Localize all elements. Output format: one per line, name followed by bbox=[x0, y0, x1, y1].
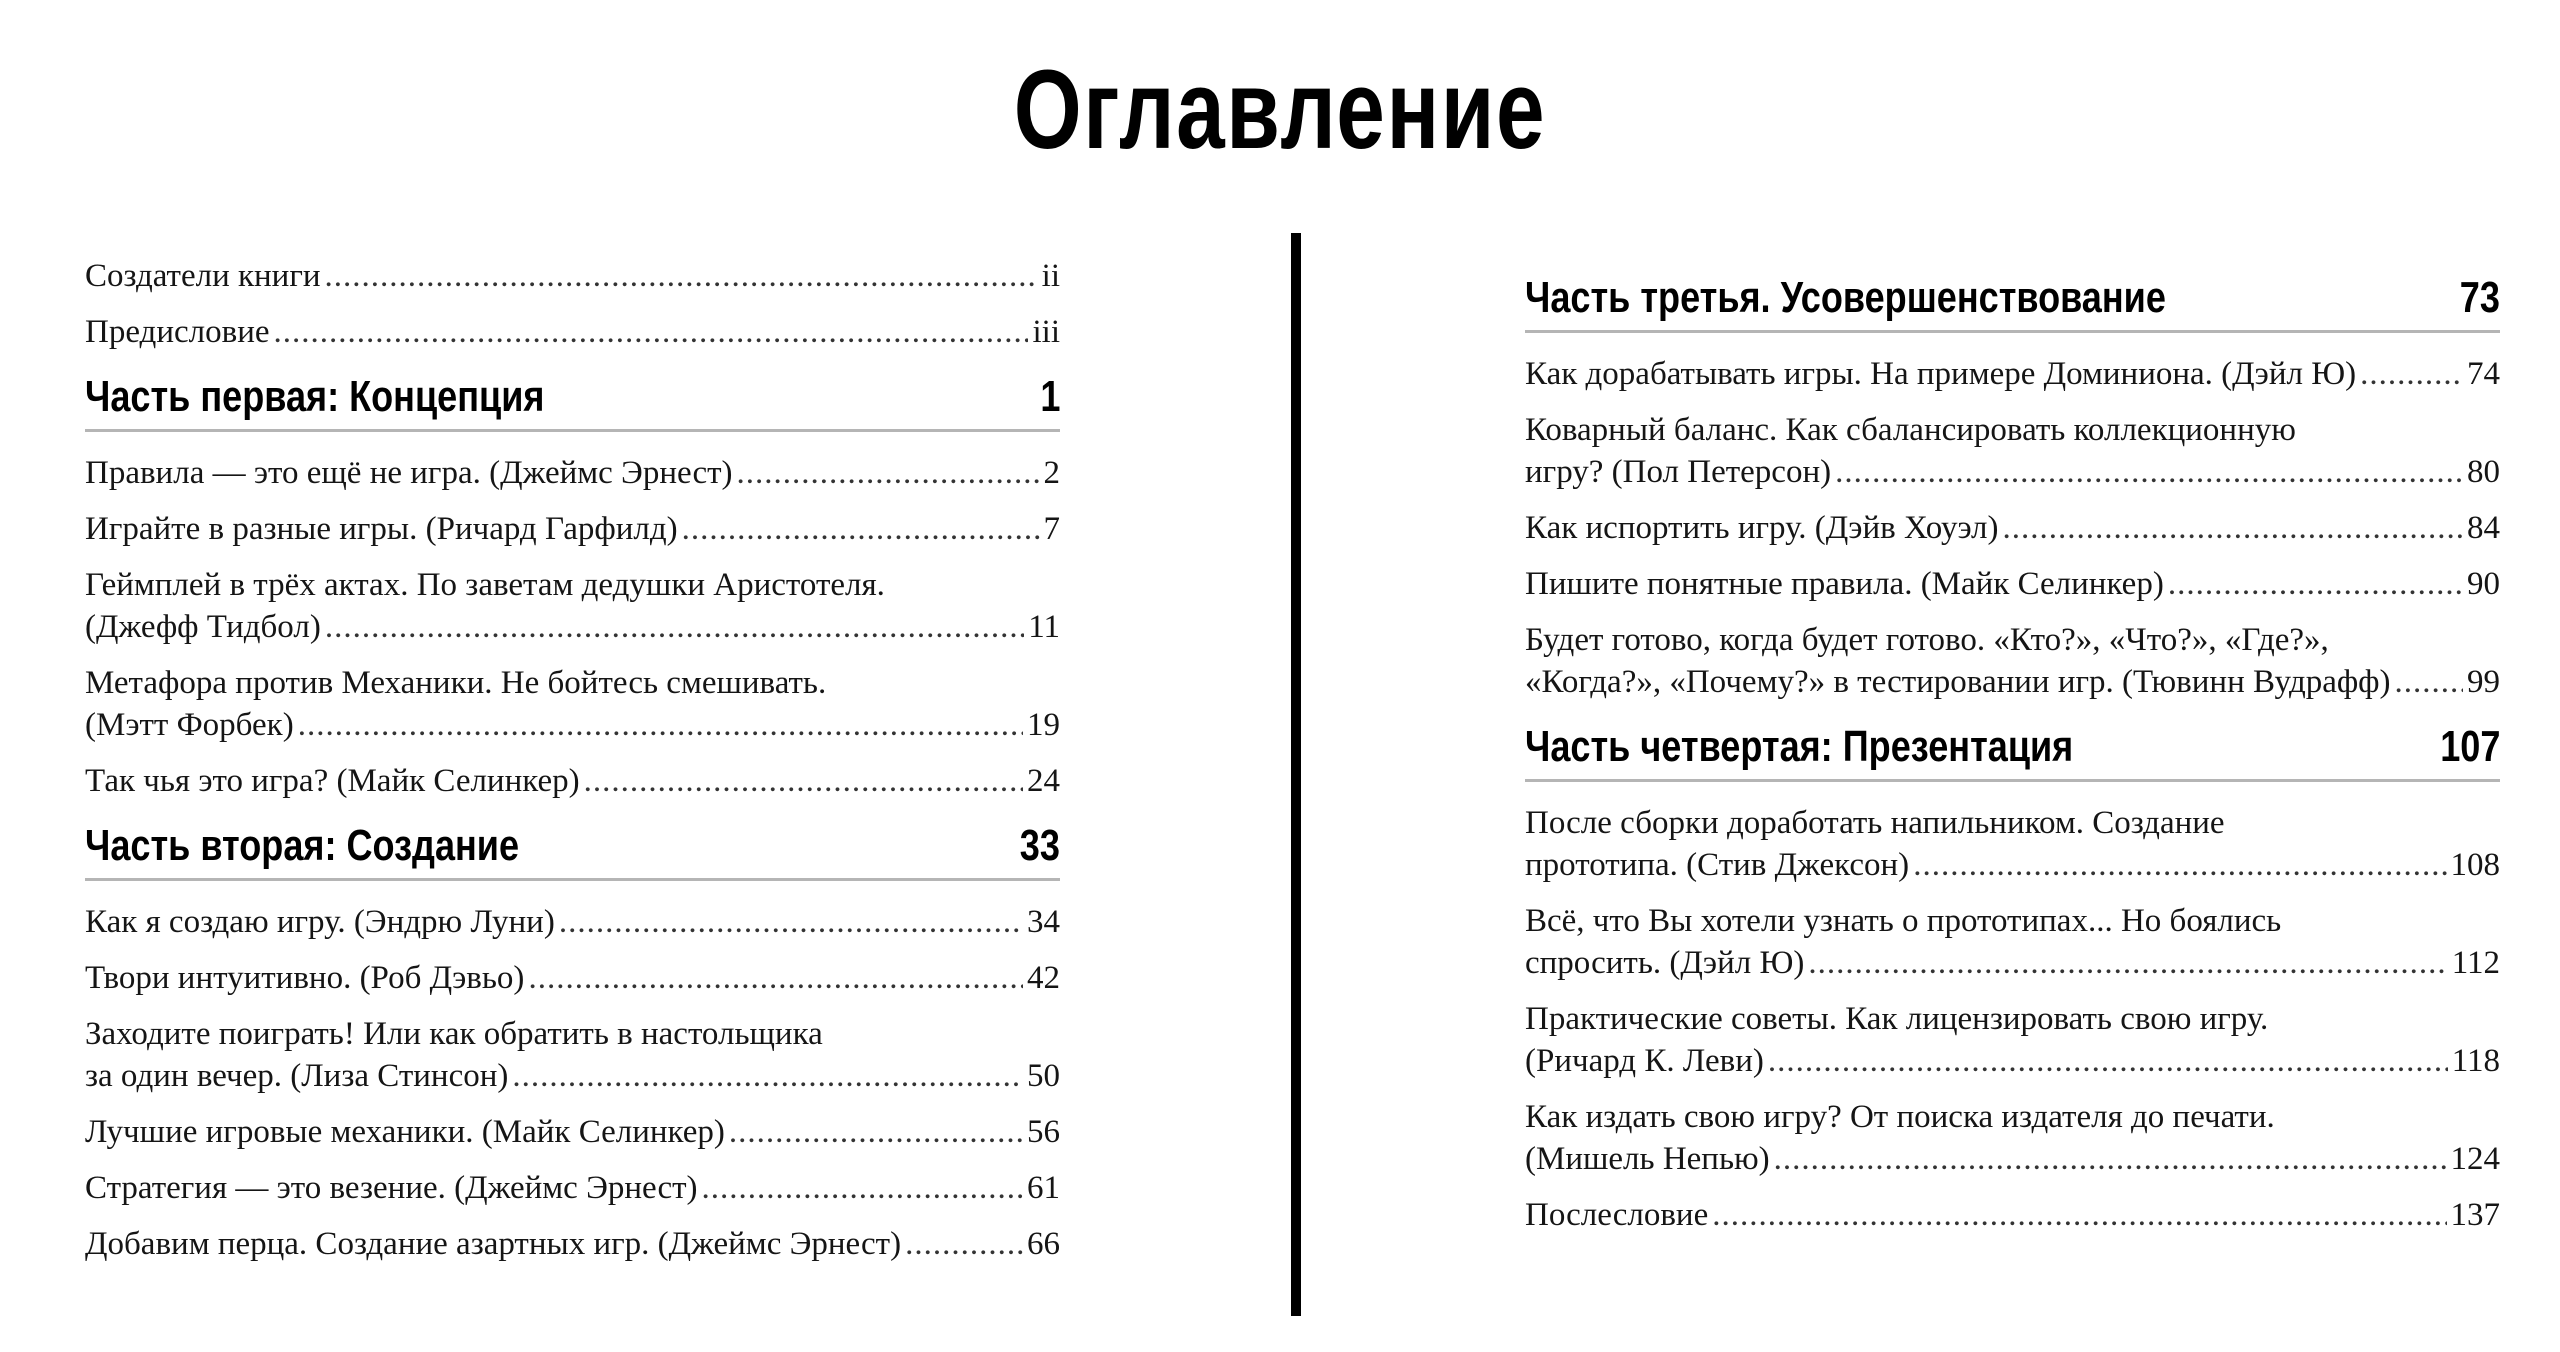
entry-title: «Когда?», «Почему?» в тестировании игр. (Тювинн Вудрафф) bbox=[1525, 664, 2391, 700]
entry-page: iii bbox=[1032, 314, 1060, 350]
entry-title: Как я создаю игру. (Эндрю Луни) bbox=[85, 904, 555, 940]
entry-page: 90 bbox=[2467, 566, 2500, 602]
column-divider bbox=[1291, 233, 1301, 1316]
part-heading[interactable] bbox=[1525, 717, 2500, 782]
toc-entry[interactable] bbox=[85, 662, 1060, 746]
part-section bbox=[1525, 268, 2500, 703]
toc-entry[interactable] bbox=[85, 452, 1060, 494]
toc-entry[interactable] bbox=[85, 255, 1060, 297]
dot-leader bbox=[2168, 563, 2463, 605]
entry-list bbox=[85, 901, 1060, 1265]
dot-leader bbox=[682, 508, 1040, 550]
entry-page: 112 bbox=[2451, 945, 2500, 981]
entry-title: Как дорабатывать игры. На примере Доминиона. (Дэйл Ю) bbox=[1525, 356, 2357, 392]
entry-page: 2 bbox=[1043, 455, 1060, 491]
entry-page: 7 bbox=[1043, 511, 1060, 547]
entry-page: 61 bbox=[1027, 1170, 1060, 1206]
part-page: 73 bbox=[2459, 273, 2500, 322]
part-heading[interactable] bbox=[1525, 268, 2500, 333]
dot-leader bbox=[2394, 661, 2463, 703]
entry-title: (Мэтт Форбек) bbox=[85, 707, 294, 743]
entry-title-line: После сборки доработать напильником. Создание bbox=[1525, 805, 2225, 841]
toc-entry[interactable] bbox=[1525, 619, 2500, 703]
entry-title-line: Коварный баланс. Как сбалансировать коллекционную bbox=[1525, 412, 2296, 448]
toc-entry[interactable] bbox=[1525, 507, 2500, 549]
dot-leader bbox=[528, 957, 1023, 999]
toc-entry[interactable] bbox=[1525, 900, 2500, 984]
entry-page: 19 bbox=[1027, 707, 1060, 743]
toc-entry[interactable] bbox=[85, 1013, 1060, 1097]
toc-entry[interactable] bbox=[85, 1111, 1060, 1153]
entry-title-line: Всё, что Вы хотели узнать о прототипах... Но боялись bbox=[1525, 903, 2282, 939]
dot-leader bbox=[325, 255, 1038, 297]
entry-page: 66 bbox=[1027, 1226, 1060, 1262]
toc-entry[interactable] bbox=[1525, 998, 2500, 1082]
dot-leader bbox=[729, 1111, 1023, 1153]
dot-leader bbox=[298, 704, 1023, 746]
entry-title-line: Практические советы. Как лицензировать свою игру. bbox=[1525, 1001, 2269, 1037]
entry-page: 42 bbox=[1027, 960, 1060, 996]
toc-entry[interactable] bbox=[85, 508, 1060, 550]
entry-title: игру? (Пол Петерсон) bbox=[1525, 454, 1832, 490]
entry-title: Играйте в разные игры. (Ричард Гарфилд) bbox=[85, 511, 678, 547]
entry-page: 99 bbox=[2467, 664, 2500, 700]
entry-page: 11 bbox=[1028, 609, 1060, 645]
entry-title: Послесловие bbox=[1525, 1197, 1709, 1233]
entry-page: 56 bbox=[1027, 1114, 1060, 1150]
left-column bbox=[85, 255, 1060, 1279]
dot-leader bbox=[559, 901, 1023, 943]
part-heading[interactable] bbox=[85, 367, 1060, 432]
dot-leader bbox=[512, 1055, 1023, 1097]
entry-title: Как испортить игру. (Дэйв Хоуэл) bbox=[1525, 510, 1999, 546]
entry-title-line: Метафора против Механики. Не бойтесь смешивать. bbox=[85, 665, 827, 701]
entry-list bbox=[1525, 802, 2500, 1236]
right-column bbox=[1525, 268, 2500, 1250]
part-title: Часть четвертая: Презентация bbox=[1525, 722, 2074, 771]
dot-leader bbox=[1712, 1194, 2446, 1236]
part-section bbox=[85, 367, 1060, 802]
entry-title: прототипа. (Стив Джексон) bbox=[1525, 847, 1910, 883]
toc-entry[interactable] bbox=[1525, 563, 2500, 605]
part-page: 33 bbox=[1019, 821, 1060, 870]
dot-leader bbox=[1774, 1138, 2447, 1180]
entry-title: (Джефф Тидбол) bbox=[85, 609, 321, 645]
toc-entry[interactable] bbox=[1525, 1096, 2500, 1180]
entry-title: Стратегия — это везение. (Джеймс Эрнест) bbox=[85, 1170, 698, 1206]
toc-entry[interactable] bbox=[1525, 802, 2500, 886]
toc-entry[interactable] bbox=[85, 957, 1060, 999]
entry-page: ii bbox=[1041, 258, 1060, 294]
dot-leader bbox=[905, 1223, 1023, 1265]
entry-title: спросить. (Дэйл Ю) bbox=[1525, 945, 1805, 981]
dot-leader bbox=[737, 452, 1040, 494]
entry-title: Создатели книги bbox=[85, 258, 321, 294]
entry-page: 74 bbox=[2467, 356, 2500, 392]
entry-page: 124 bbox=[2450, 1141, 2500, 1177]
dot-leader bbox=[584, 760, 1023, 802]
dot-leader bbox=[702, 1167, 1023, 1209]
part-page: 1 bbox=[1039, 372, 1060, 421]
entry-page: 84 bbox=[2467, 510, 2500, 546]
toc-entry[interactable] bbox=[1525, 409, 2500, 493]
part-page: 107 bbox=[2439, 722, 2500, 771]
entry-title: Правила — это ещё не игра. (Джеймс Эрнест) bbox=[85, 455, 733, 491]
page-title: Оглавление bbox=[1013, 47, 1547, 172]
entry-page: 80 bbox=[2467, 454, 2500, 490]
toc-entry[interactable] bbox=[85, 1167, 1060, 1209]
entry-title: Так чья это игра? (Майк Селинкер) bbox=[85, 763, 580, 799]
dot-leader bbox=[2002, 507, 2463, 549]
entry-title-line: Будет готово, когда будет готово. «Кто?», «Что?», «Где?», bbox=[1525, 622, 2329, 658]
dot-leader bbox=[1808, 942, 2447, 984]
toc-entry[interactable] bbox=[85, 1223, 1060, 1265]
entry-page: 24 bbox=[1027, 763, 1060, 799]
entry-page: 118 bbox=[2451, 1043, 2500, 1079]
entry-title: (Ричард К. Леви) bbox=[1525, 1043, 1764, 1079]
part-title: Часть третья. Усовершенствование bbox=[1525, 273, 2166, 322]
toc-entry[interactable] bbox=[85, 564, 1060, 648]
part-title: Часть вторая: Создание bbox=[85, 821, 520, 870]
dot-leader bbox=[325, 606, 1024, 648]
entry-title: Добавим перца. Создание азартных игр. (Джеймс Эрнест) bbox=[85, 1226, 902, 1262]
entry-title-line: Геймплей в трёх актах. По заветам дедушки Аристотеля. bbox=[85, 567, 885, 603]
toc-entry[interactable] bbox=[85, 901, 1060, 943]
entry-title: Предисловие bbox=[85, 314, 270, 350]
toc-entry[interactable] bbox=[85, 760, 1060, 802]
part-section bbox=[1525, 717, 2500, 1236]
part-section bbox=[85, 816, 1060, 1265]
dot-leader bbox=[1913, 844, 2446, 886]
dot-leader bbox=[2360, 353, 2463, 395]
entry-title: (Мишель Непью) bbox=[1525, 1141, 1770, 1177]
dot-leader bbox=[274, 311, 1029, 353]
entry-title-line: Как издать свою игру? От поиска издателя до печати. bbox=[1525, 1099, 2275, 1135]
part-heading[interactable] bbox=[85, 816, 1060, 881]
toc-entry[interactable] bbox=[1525, 353, 2500, 395]
entry-page: 108 bbox=[2450, 847, 2500, 883]
front-matter bbox=[85, 255, 1060, 353]
toc-entry[interactable] bbox=[85, 311, 1060, 353]
entry-page: 50 bbox=[1027, 1058, 1060, 1094]
entry-title-line: Заходите поиграть! Или как обратить в настольщика bbox=[85, 1016, 823, 1052]
entry-page: 34 bbox=[1027, 904, 1060, 940]
dot-leader bbox=[1768, 1040, 2448, 1082]
toc-entry[interactable] bbox=[1525, 1194, 2500, 1236]
entry-page: 137 bbox=[2450, 1197, 2500, 1233]
entry-title: за один вечер. (Лиза Стинсон) bbox=[85, 1058, 509, 1094]
entry-title: Лучшие игровые механики. (Майк Селинкер) bbox=[85, 1114, 725, 1150]
entry-title: Твори интуитивно. (Роб Дэвьо) bbox=[85, 960, 525, 996]
dot-leader bbox=[1835, 451, 2463, 493]
entry-title: Пишите понятные правила. (Майк Селинкер) bbox=[1525, 566, 2164, 602]
entry-list bbox=[1525, 353, 2500, 703]
entry-list bbox=[85, 452, 1060, 802]
part-title: Часть первая: Концепция bbox=[85, 372, 545, 421]
